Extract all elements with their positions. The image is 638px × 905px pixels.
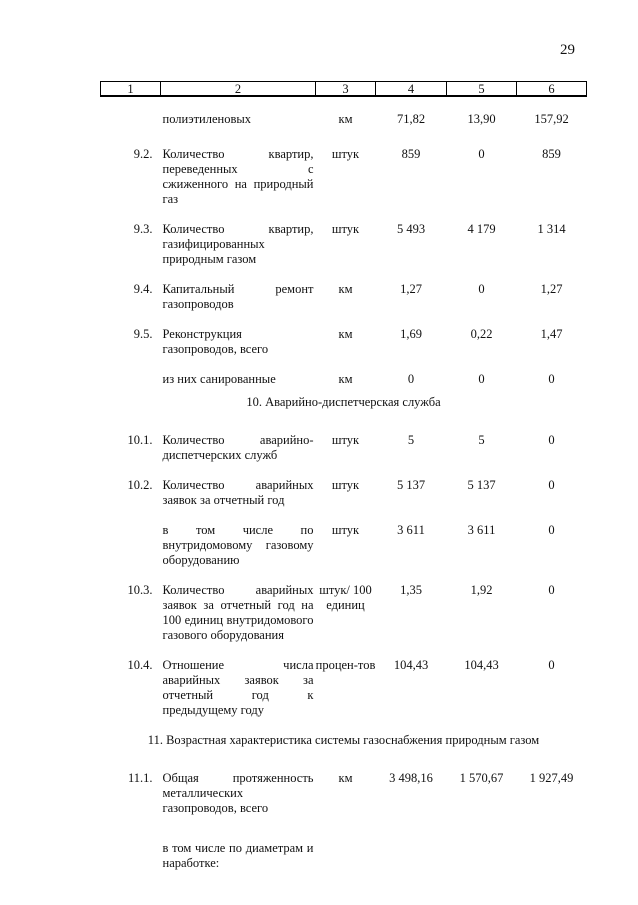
table-row [101, 816, 587, 871]
value-col4: 0 [407, 372, 415, 386]
value-col4: 3 611 [397, 523, 425, 537]
value-col4: 1,35 [400, 583, 422, 597]
indicator-name: Количество аварийных заявок за отчетный год на 100 единиц внутридомового газового оборудования [162, 583, 314, 642]
row-number [101, 508, 161, 568]
indicator-name: Общая протяженность металлических газопроводов, всего [162, 771, 314, 815]
column-header-2: 2 [161, 82, 316, 97]
value-col4: 5 [407, 433, 415, 447]
value-col5: 5 [478, 433, 485, 447]
unit-cell: км [338, 282, 353, 296]
table-row [101, 96, 587, 127]
value-col4: 104,43 [393, 658, 429, 672]
table-row [101, 418, 587, 463]
value-col4: 71,82 [396, 112, 426, 126]
value-col6: 1,27 [540, 282, 563, 296]
value-col4: 1,69 [400, 327, 422, 341]
value-col6: 0 [548, 658, 555, 672]
value-col5: 0 [478, 282, 485, 296]
indicator-name: в том числе по внутридомовому газовому оборудованию [162, 523, 314, 567]
table-row [101, 643, 587, 718]
indicator-name: Количество аварийных заявок за отчетный год [162, 478, 314, 507]
column-header-4: 4 [376, 82, 447, 97]
table-row [101, 207, 587, 267]
value-col6 [517, 816, 587, 871]
page-number: 29 [560, 42, 575, 58]
value-col5: 13,90 [467, 112, 496, 126]
unit-cell: км [338, 112, 353, 126]
table-header-row [101, 82, 587, 97]
section-heading-row [101, 718, 587, 756]
section-heading: 11. Возрастная характеристика системы газоснабжения природным газом [147, 733, 540, 747]
indicator-name: Реконструкция газопроводов, всего [162, 327, 269, 356]
unit-cell: штук [331, 147, 360, 161]
unit-cell: штук/ 100 единиц [319, 583, 372, 612]
indicator-name: в том числе по диаметрам и наработке: [162, 841, 314, 870]
value-col5: 4 179 [467, 222, 496, 236]
unit-cell: км [338, 771, 353, 785]
table-row [101, 312, 587, 357]
value-col5 [447, 816, 517, 871]
table-row [101, 127, 587, 207]
row-number: 9.5. [133, 327, 153, 341]
section-heading: 10. Аварийно-диспетчерская служба [246, 395, 441, 409]
value-col5: 5 137 [467, 478, 496, 492]
indicator-name: Отношение числа аварийных заявок за отчетный год к предыдущему году [162, 658, 314, 717]
value-col5: 3 611 [467, 523, 496, 537]
value-col5: 0 [478, 372, 485, 386]
row-number: 11.1. [127, 771, 153, 785]
unit-cell: штук [331, 523, 360, 537]
table-row [101, 508, 587, 568]
row-number [101, 96, 161, 127]
value-col5: 1,92 [470, 583, 493, 597]
value-col5: 0 [478, 147, 485, 161]
value-col4: 859 [401, 147, 421, 161]
value-col5: 104,43 [464, 658, 499, 672]
row-number: 10.2. [127, 478, 153, 492]
table-row [101, 267, 587, 312]
indicator-name: Количество квартир, переведенных с сжиженного на природный газ [162, 147, 314, 206]
table-row [101, 756, 587, 816]
value-col5: 0,22 [470, 327, 493, 341]
value-col4: 1,27 [400, 282, 422, 296]
unit-cell: процен-тов [315, 658, 376, 672]
column-header-1: 1 [101, 82, 161, 97]
section-heading-row [101, 387, 587, 418]
value-col6: 0 [548, 523, 555, 537]
value-col6: 0 [548, 583, 555, 597]
value-col6: 1 314 [537, 222, 566, 236]
column-header-5: 5 [447, 82, 517, 97]
data-table [100, 81, 587, 871]
value-col4: 5 493 [396, 222, 426, 236]
value-col4: 5 137 [396, 478, 426, 492]
value-col6: 1 927,49 [529, 771, 574, 785]
indicator-name: из них санированные [162, 372, 276, 386]
unit-cell [316, 816, 376, 871]
row-number: 10.1. [127, 433, 153, 447]
unit-cell: км [338, 327, 353, 341]
indicator-name: Количество квартир, газифицированных природным газом [162, 222, 314, 266]
value-col6: 0 [548, 478, 555, 492]
table-row [101, 357, 587, 387]
unit-cell: штук [331, 478, 360, 492]
indicator-name: Количество аварийно-диспетчерских служб [162, 433, 314, 462]
indicator-name: Капитальный ремонт газопроводов [162, 282, 314, 311]
value-col4: 3 498,16 [389, 771, 433, 785]
row-number [101, 357, 161, 387]
row-number: 9.4. [133, 282, 153, 296]
row-number: 9.3. [133, 222, 153, 236]
unit-cell: км [338, 372, 353, 386]
table-row [101, 568, 587, 643]
column-header-3: 3 [316, 82, 376, 97]
row-number: 10.3. [127, 583, 153, 597]
row-number [101, 816, 161, 871]
unit-cell: штук [331, 222, 360, 236]
column-header-6: 6 [517, 82, 587, 97]
value-col6: 859 [542, 147, 561, 161]
value-col4 [376, 816, 447, 871]
table-row [101, 463, 587, 508]
value-col6: 1,47 [540, 327, 563, 341]
value-col5: 1 570,67 [459, 771, 504, 785]
unit-cell: штук [331, 433, 360, 447]
row-number: 9.2. [133, 147, 153, 161]
value-col6: 157,92 [534, 112, 569, 126]
row-number: 10.4. [127, 658, 153, 672]
indicator-name: полиэтиленовых [162, 112, 251, 126]
value-col6: 0 [548, 372, 555, 386]
value-col6: 0 [548, 433, 555, 447]
